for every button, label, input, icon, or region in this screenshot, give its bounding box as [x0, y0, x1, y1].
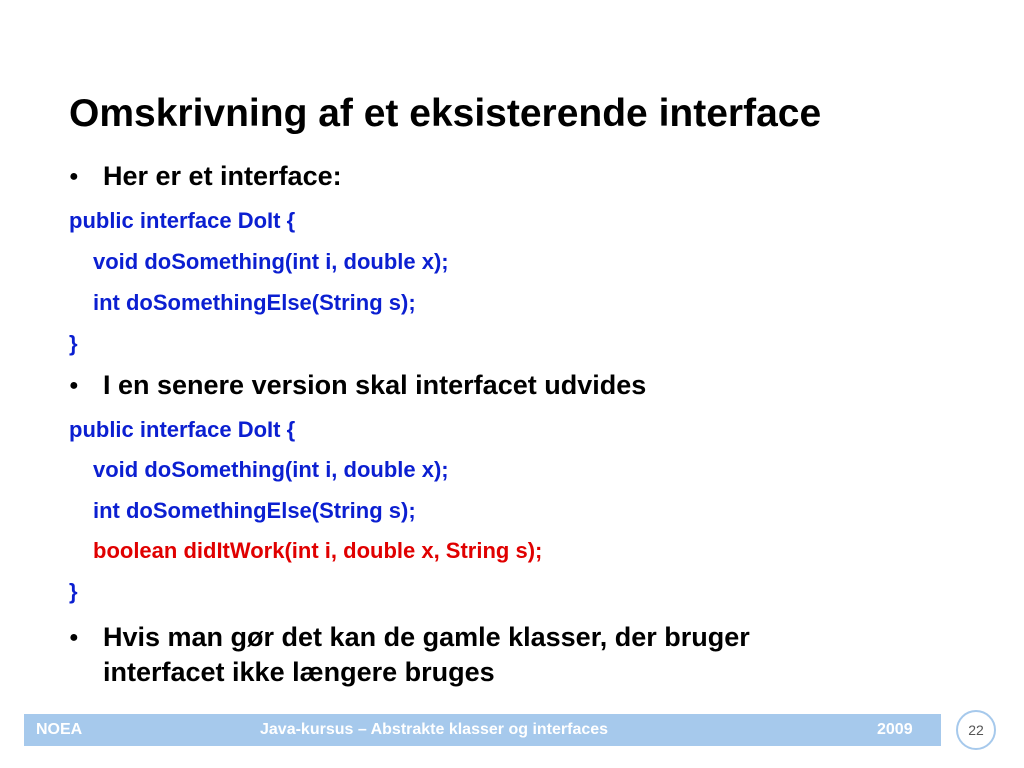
code-line: public interface DoIt { [69, 417, 296, 442]
code-line: void doSomething(int i, double x); [93, 249, 449, 274]
code-line: int doSomethingElse(String s); [93, 290, 416, 315]
bullet-text: I en senere version skal interfacet udvides [103, 370, 647, 400]
code-line: int doSomethingElse(String s); [93, 498, 416, 523]
code-line: public interface DoIt { [69, 208, 296, 233]
footer-course-title: Java-kursus – Abstrakte klasser og interfaces [260, 721, 609, 738]
code-line: } [69, 579, 78, 604]
code-line: } [69, 331, 78, 356]
bullet-dot: ● [69, 168, 79, 185]
bullet-text: interfacet ikke længere bruges [103, 657, 495, 687]
footer-year: 2009 [877, 721, 913, 738]
code-line: void doSomething(int i, double x); [93, 457, 449, 482]
footer-org: NOEA [36, 721, 83, 738]
bullet-text: Hvis man gør det kan de gamle klasser, der bruger [103, 622, 750, 652]
bullet-text: Her er et interface: [103, 161, 342, 191]
footer-bar [24, 714, 941, 746]
page-number: 22 [956, 710, 996, 750]
bullet-dot: ● [69, 629, 79, 646]
slide-title: Omskrivning af et eksisterende interface [69, 92, 822, 135]
bullet-dot: ● [69, 377, 79, 394]
code-line-new-method: boolean didItWork(int i, double x, String s); [93, 538, 543, 563]
